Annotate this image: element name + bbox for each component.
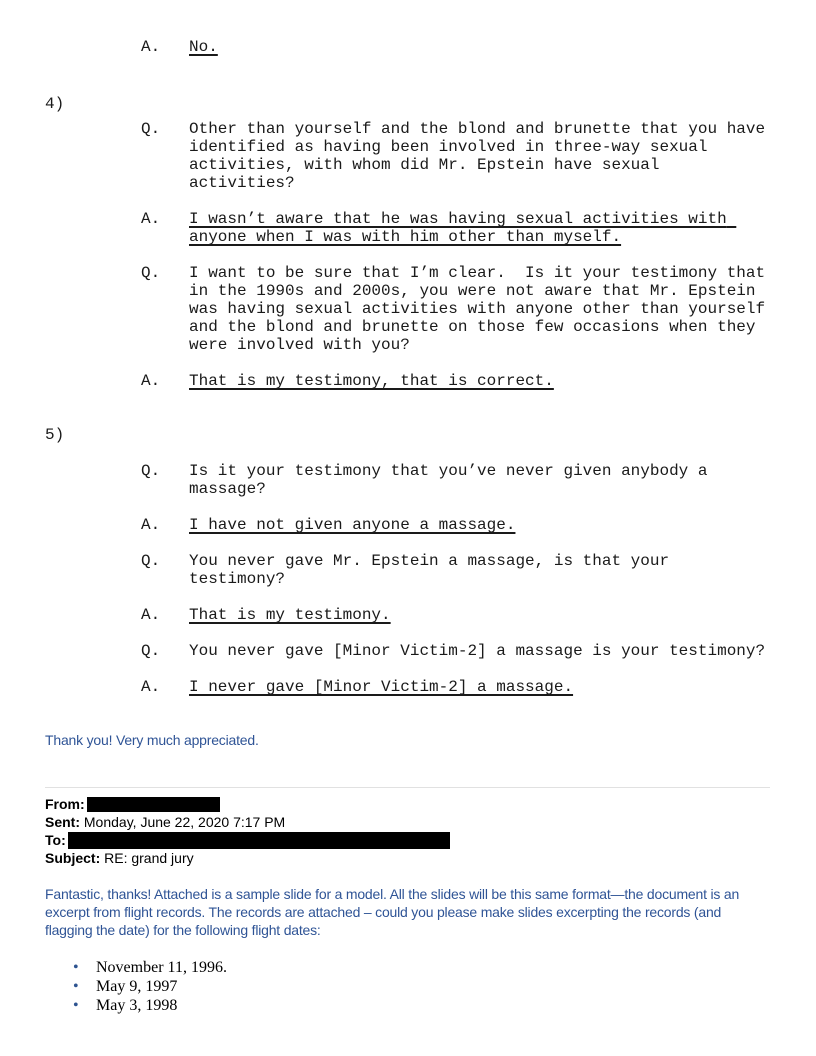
- bullet-icon: •: [73, 978, 79, 995]
- answer-label: A.: [141, 210, 161, 228]
- flight-date-text: May 3, 1998: [96, 997, 178, 1014]
- answer-label: A.: [141, 516, 161, 534]
- question-text: You never gave [Minor Victim-2] a massage is your testimony?: [189, 642, 766, 660]
- bullet-icon: •: [73, 959, 79, 976]
- flight-date-item: [73, 958, 770, 977]
- question-text: You never gave Mr. Epstein a massage, is that your testimony?: [189, 552, 679, 588]
- email-header-sent: [45, 813, 770, 831]
- answer-row: [141, 678, 816, 696]
- answer-text: That is my testimony.: [189, 606, 391, 624]
- answer-text: I never gave [Minor Victim-2] a massage.: [189, 678, 574, 696]
- flight-date-text: November 11, 1996.: [96, 959, 227, 976]
- sent-value: Monday, June 22, 2020 7:17 PM: [83, 814, 286, 830]
- email-header-subject: [45, 849, 770, 867]
- sent-label: Sent:: [45, 814, 80, 830]
- question-row: [141, 552, 816, 588]
- question-row: [141, 264, 816, 354]
- email-section: [0, 731, 816, 1015]
- answer-label: A.: [141, 606, 161, 624]
- email-closing: Thank you! Very much appreciated.: [45, 732, 259, 748]
- from-label: From:: [45, 796, 85, 812]
- email-header-to: [45, 831, 770, 849]
- answer-text: That is my testimony, that is correct.: [189, 372, 554, 390]
- answer-row: [141, 210, 816, 246]
- subject-value: RE: grand jury: [104, 850, 194, 866]
- email-header: [45, 795, 770, 867]
- question-label: Q.: [141, 264, 161, 282]
- email-body: Fantastic, thanks! Attached is a sample slide for a model. All the slides will be this same format—the document is an excerpt from flight records. The records are attached – could you please make slides excerpting the records (and flagging the date) for the following flight dates:: [45, 886, 740, 938]
- flight-date-text: May 9, 1997: [96, 978, 178, 995]
- question-label: Q.: [141, 462, 161, 480]
- section-marker-5: 5): [45, 426, 65, 444]
- subject-label: Subject:: [45, 850, 101, 866]
- answer-label: A.: [141, 372, 161, 390]
- section-marker-4: 4): [45, 95, 65, 113]
- question-text: I want to be sure that I’m clear. Is it your testimony that in the 1990s and 2000s, you were not aware that Mr. Epstein was having sexual activities with anyone other than yourself and the blond and brunette on those few occasions when they were involved with you?: [189, 264, 775, 354]
- answer-row: [141, 606, 816, 624]
- email-header-from: [45, 795, 770, 813]
- question-row: [141, 120, 816, 192]
- answer-row: [141, 516, 816, 534]
- answer-text: I wasn’t aware that he was having sexual activities with anyone when I was with him other than myself.: [189, 210, 737, 246]
- to-redaction-bar: [68, 832, 450, 849]
- answer-label: A.: [141, 678, 161, 696]
- flight-date-list: [45, 958, 770, 1015]
- answer-text: No.: [189, 38, 218, 56]
- question-row: [141, 642, 816, 660]
- answer-label: A.: [141, 38, 161, 56]
- question-text: Is it your testimony that you’ve never given anybody a massage?: [189, 462, 718, 498]
- question-label: Q.: [141, 552, 161, 570]
- answer-row: [141, 372, 816, 390]
- question-row: [141, 462, 816, 498]
- flight-date-item: [73, 996, 770, 1015]
- question-label: Q.: [141, 642, 161, 660]
- email-divider: [45, 787, 770, 788]
- bullet-icon: •: [73, 997, 79, 1014]
- question-text: Other than yourself and the blond and brunette that you have identified as having been involved in three-way sexual activities, with whom did Mr. Epstein have sexual activities?: [189, 120, 775, 192]
- answer-text: I have not given anyone a massage.: [189, 516, 516, 534]
- flight-date-item: [73, 977, 770, 996]
- from-redaction-bar: [87, 797, 220, 812]
- to-label: To:: [45, 832, 66, 848]
- question-label: Q.: [141, 120, 161, 138]
- answer-row: [141, 38, 816, 56]
